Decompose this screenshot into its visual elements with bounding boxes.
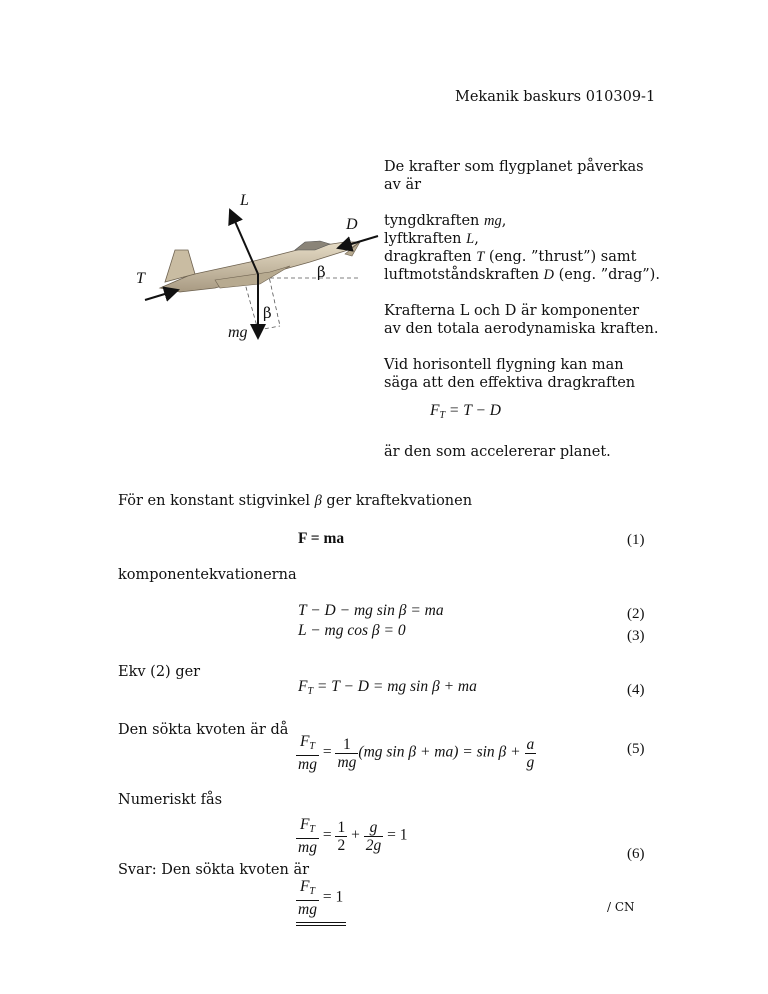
- components-line-1: Krafterna L och D är komponenter: [384, 303, 640, 319]
- equation-2: T − D − mg sin β = ma: [298, 602, 444, 619]
- force-diagram: [120, 180, 385, 355]
- equation-3: L − mg cos β = 0: [298, 622, 406, 639]
- force-item: tyngdkraften mg,: [384, 213, 507, 229]
- label-beta-lower: β: [263, 304, 272, 322]
- equation-1-number: (1): [627, 532, 645, 548]
- page-header: Mekanik baskurs 010309-1: [455, 89, 656, 105]
- label-mg: mg: [228, 324, 248, 341]
- horizontal-line-1: Vid horisontell flygning kan man: [384, 357, 624, 373]
- label-beta-upper: β: [317, 263, 326, 281]
- intro-text: [384, 158, 664, 392]
- constant-angle-text: För en konstant stigvinkel β ger kraftekvationen: [118, 493, 473, 509]
- label-D: D: [346, 216, 358, 233]
- equation-1: F = ma: [298, 530, 345, 547]
- equation-4: $F_T = T - D$ = mg sin β + ma: [298, 678, 477, 697]
- horizontal-line-2: säga att den effektiva dragkraften: [384, 375, 636, 391]
- intro-line-2: av är: [384, 177, 422, 193]
- jet-illustration: [160, 241, 360, 292]
- force-item: dragkraften T (eng. ”thrust”) samt: [384, 249, 637, 265]
- answer-double-underline: [296, 922, 346, 926]
- answer-label: Svar: Den sökta kvoten är: [118, 862, 310, 878]
- force-item: luftmotståndskraften D (eng. ”drag”).: [384, 267, 660, 283]
- signature: / CN: [607, 900, 635, 914]
- quotient-label: Den sökta kvoten är då: [118, 722, 289, 738]
- equation-3-number: (3): [627, 628, 645, 644]
- equation-4-number: (4): [627, 682, 645, 698]
- intro-line-1: De krafter som flygplanet påverkas: [384, 159, 644, 175]
- force-list: [384, 212, 664, 284]
- equation-5-number: (5): [627, 741, 645, 757]
- equation-6: $\frac{F_T}{mg}$ = $\frac{1}{2}$ + $\frac{g}{2g}$ = 1: [298, 816, 408, 856]
- equation-6-number: (6): [627, 846, 645, 862]
- components-line-2: av den totala aerodynamiska kraften.: [384, 321, 659, 337]
- label-T: T: [136, 270, 145, 287]
- ekv2-label: Ekv (2) ger: [118, 664, 201, 680]
- effective-drag-equation: $F_T = T - D$: [430, 402, 501, 421]
- label-L: L: [240, 192, 249, 209]
- answer-equation: $\frac{F_T}{mg}$ = 1: [298, 878, 344, 918]
- numeric-label: Numeriskt fås: [118, 792, 223, 808]
- accelerates-text: är den som accelererar planet.: [384, 444, 611, 460]
- equation-2-number: (2): [627, 606, 645, 622]
- equation-5: $\frac{F_T}{mg}$ = $\frac{1}{mg}$ (mg sin β + ma) = sin β + $\frac{a}{g}$: [298, 733, 535, 773]
- force-item: lyftkraften L,: [384, 231, 479, 247]
- components-label: komponentekvationerna: [118, 567, 297, 583]
